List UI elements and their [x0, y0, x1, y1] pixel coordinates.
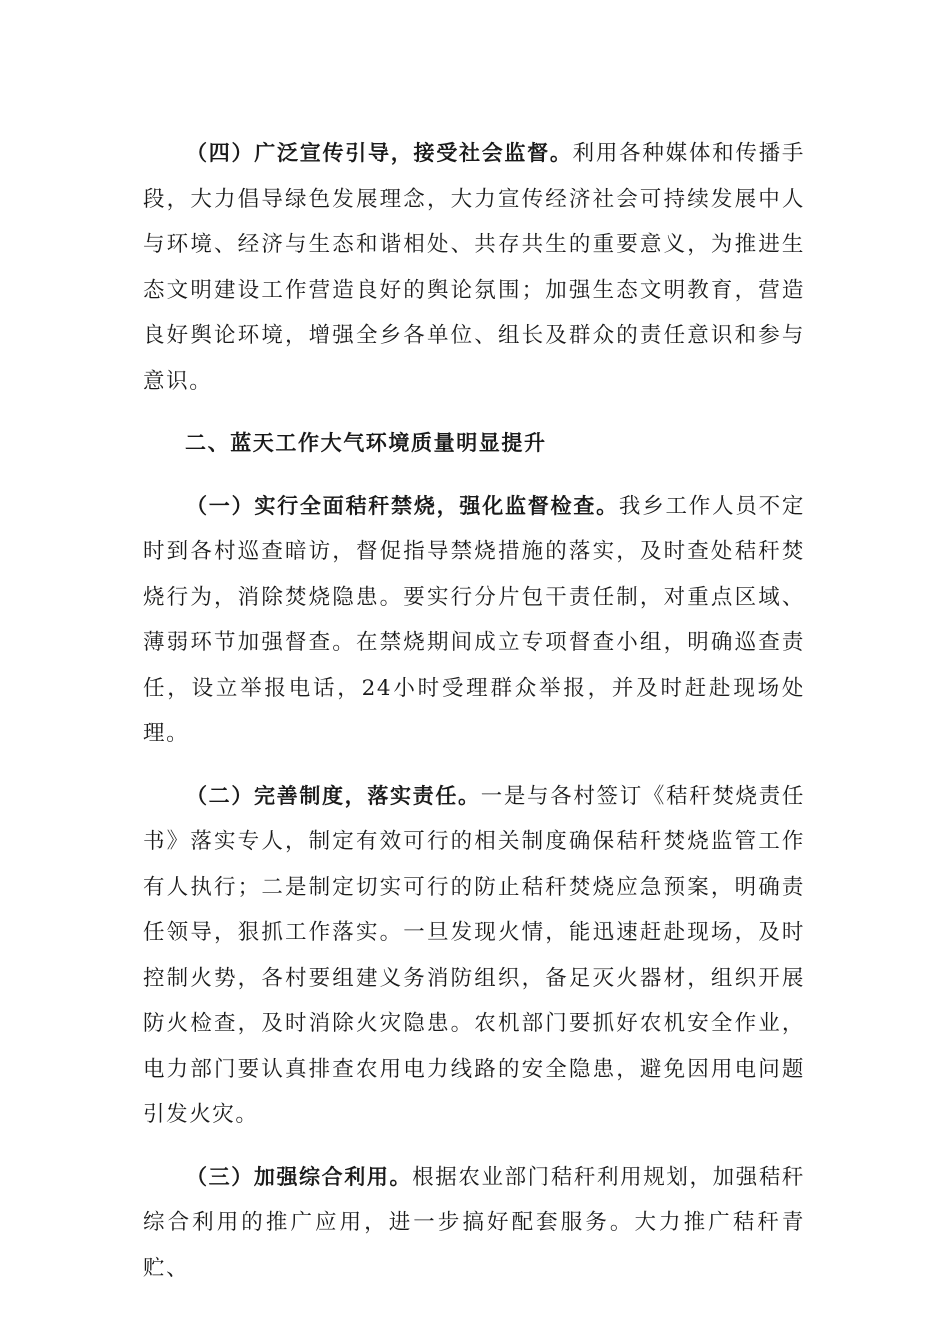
paragraph-lead: （一）实行全面秸秆禁烧，强化监督检查。 — [186, 493, 619, 518]
paragraph-publicity — [143, 131, 805, 404]
document-body — [143, 131, 805, 1308]
paragraph-lead: （三）加强综合利用。 — [186, 1164, 413, 1189]
paragraph-text: 根据农业部门秸秆利用规划，加强秸秆综合利用的推广应用，进一步搞好配套服务。大力推广秸秆青贮、 — [143, 1164, 806, 1281]
paragraph-system-responsibility — [143, 774, 805, 1138]
paragraph-lead: （四）广泛宣传引导，接受社会监督。 — [186, 141, 573, 165]
paragraph-text: 我乡工作人员不定时到各村巡查暗访，督促指导禁烧措施的落实，及时查处秸秆焚烧行为，消除焚烧隐患。要实行分片包干责任制，对重点区域、薄弱环节加强督查。在禁烧期间成立专项督查小组，明确巡查责任，设立举报电话，24小时受理群众举报，并及时赶赴现场处理。 — [143, 493, 805, 746]
section-heading-blue-sky: 二、蓝天工作大气环境质量明显提升 — [185, 431, 547, 455]
paragraph-comprehensive-use — [143, 1155, 805, 1292]
paragraph-straw-burning-ban — [143, 484, 805, 757]
paragraph-lead: （二）完善制度，落实责任。 — [186, 783, 481, 808]
paragraph-text: 一是与各村签订《秸秆焚烧责任书》落实专人，制定有效可行的相关制度确保秸秆焚烧监管工作有人执行；二是制定切实可行的防止秸秆焚烧应急预案，明确责任领导，狠抓工作落实。一旦发现火情，能迅速赶赴现场，及时控制火势，各村要组建义务消防组织，备足灭火器材，组织开展防火检查，及时消除火灾隐患。农机部门要抓好农机安全作业，电力部门要认真排查农用电力线路的安全隐患，避免因用电问题引发火灾。 — [143, 783, 805, 1127]
paragraph-text: 利用各种媒体和传播手段，大力倡导绿色发展理念，大力宣传经济社会可持续发展中人与环境、经济与生态和谐相处、共存共生的重要意义，为推进生态文明建设工作营造良好的舆论氛围；加强生态文明教育，营造良好舆论环境，增强全乡各单位、组长及群众的责任意识和参与意识。 — [143, 141, 805, 394]
